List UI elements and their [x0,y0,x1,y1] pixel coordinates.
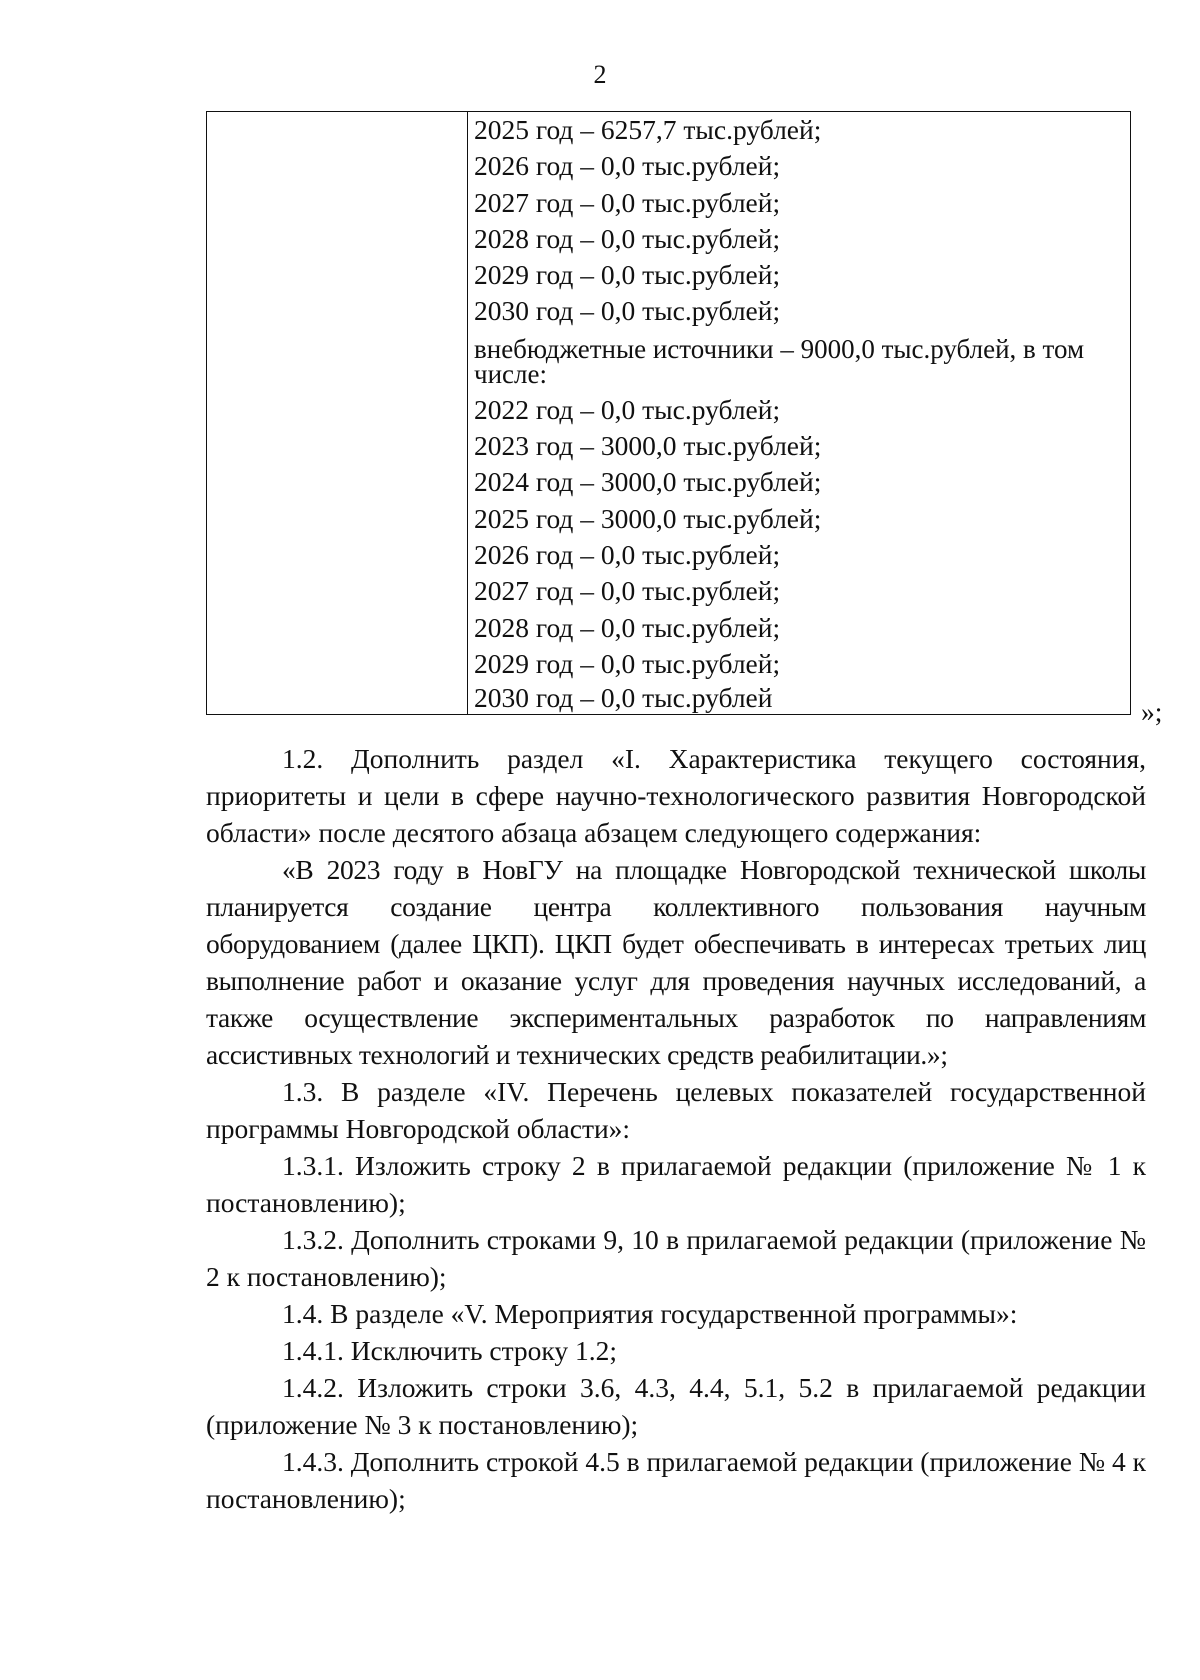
document-body [206,740,1146,1517]
paragraph-1-2: 1.2. Дополнить раздел «I. Характеристика текущего состояния, приоритеты и цели в сфере научно-технологического развития Новгородской области» после десятого абзаца абзацем следующего содержания: [206,743,1146,848]
table-right-cell [468,112,1131,715]
finance-line: 2027 год – 0,0 тыс.рублей; [474,575,781,607]
finance-line: 2027 год – 0,0 тыс.рублей; [474,186,781,218]
finance-table [206,111,1131,715]
finance-line: 2024 год – 3000,0 тыс.рублей; [474,466,822,498]
finance-line: 2025 год – 6257,7 тыс.рублей; [474,114,822,145]
paragraph-1-4-2: 1.4.2. Изложить строки 3.6, 4.3, 4.4, 5.1, 5.2 в прилагаемой редакции (приложение № 3 к постановлению); [206,1372,1146,1440]
paragraph-1-3-2: 1.3.2. Дополнить строками 9, 10 в прилагаемой редакции (приложение № 2 к постановлению); [206,1224,1146,1292]
paragraph-1-4: 1.4. В разделе «V. Мероприятия государственной программы»: [282,1298,1018,1329]
finance-line: 2028 год – 0,0 тыс.рублей; [474,611,781,643]
finance-line: 2028 год – 0,0 тыс.рублей; [474,222,781,254]
finance-line: 2025 год – 3000,0 тыс.рублей; [474,502,822,534]
finance-line: 2026 год – 0,0 тыс.рублей; [474,538,781,570]
finance-table-wrapper [206,111,1200,715]
finance-line: 2026 год – 0,0 тыс.рублей; [474,150,781,182]
paragraph-1-3-1: 1.3.1. Изложить строку 2 в прилагаемой редакции (приложение № 1 к постановлению); [206,1150,1146,1218]
finance-line: 2029 год – 0,0 тыс.рублей; [474,259,781,291]
paragraph-1-4-1: 1.4.1. Исключить строку 1.2; [282,1335,618,1366]
finance-line-extrabudgetary: внебюджетные источники – 9000,0 тыс.рублей, в том числе: [474,333,1085,389]
finance-line: 2030 год – 0,0 тыс.рублей [474,682,773,714]
finance-line: 2022 год – 0,0 тыс.рублей; [474,393,781,425]
paragraph-1-3: 1.3. В разделе «IV. Перечень целевых показателей государственной программы Новгородской области»: [206,1076,1146,1144]
finance-line: 2029 год – 0,0 тыс.рублей; [474,647,781,679]
table-left-cell [207,112,468,715]
table-row [207,112,1131,715]
table-closing-quote: »; [1141,696,1163,727]
paragraph-quote: «В 2023 году в НовГУ на площадке Новгородской технической школы планируется создание центра коллективного пользования научным оборудованием (далее ЦКП). ЦКП будет обеспечивать в интересах третьих лиц выполнение работ и оказание услуг для проведения научных исследований, а также осуществление экспериментальных разработок по направлениям ассистивных технологий и технических средств реабилитации.»; [206,854,1146,1070]
page-number: 2 [593,60,607,89]
paragraph-1-4-3: 1.4.3. Дополнить строкой 4.5 в прилагаемой редакции (приложение № 4 к постановлению); [206,1446,1146,1514]
finance-line: 2023 год – 3000,0 тыс.рублей; [474,430,822,462]
finance-line: 2030 год – 0,0 тыс.рублей; [474,295,781,327]
